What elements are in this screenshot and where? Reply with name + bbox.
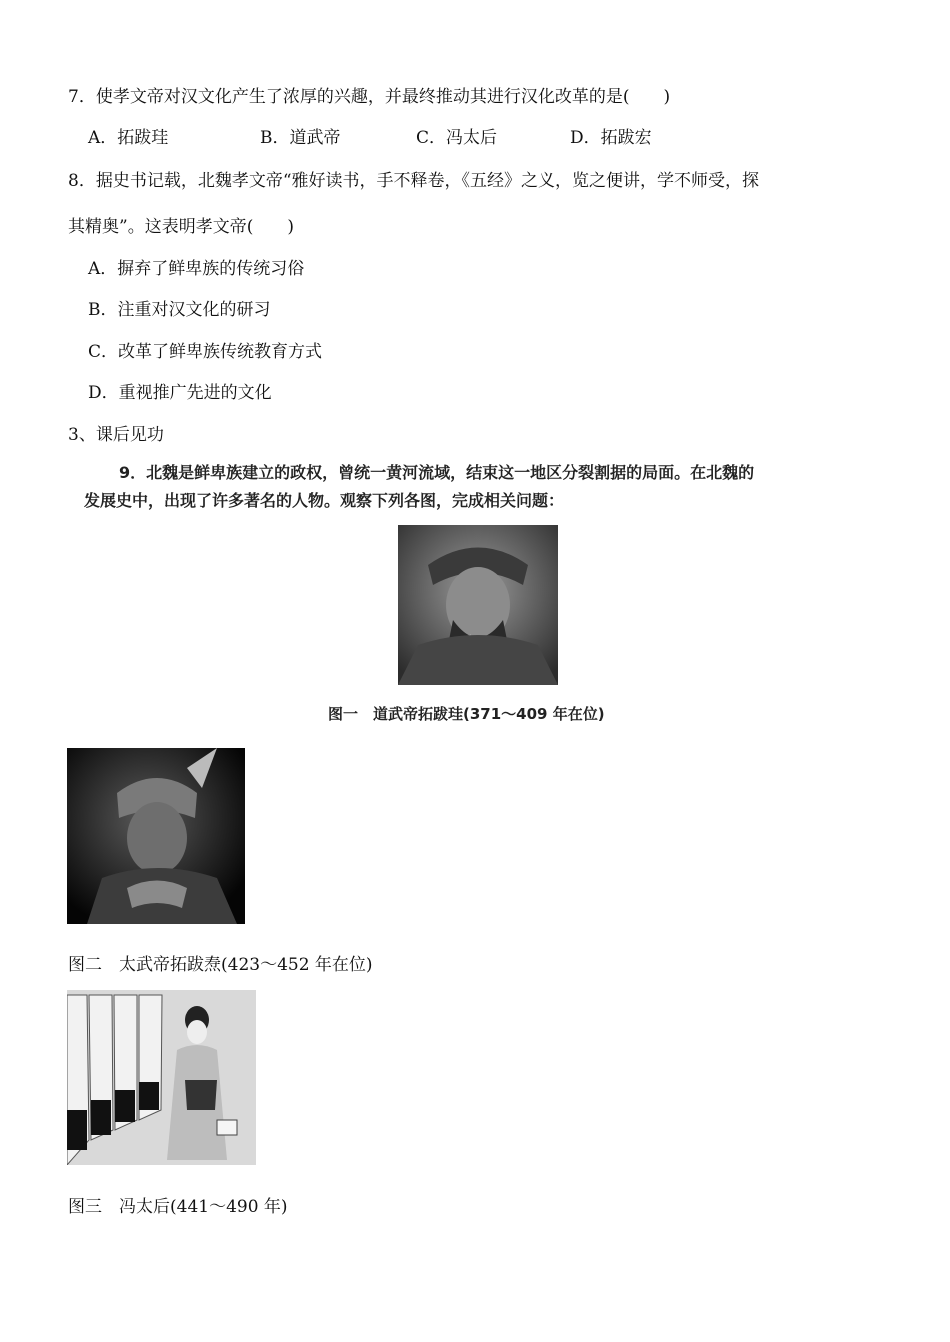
question-8-stem-line2: 其精奥”。这表明孝文帝( ) (68, 217, 294, 237)
figure-3-caption: 图三 冯太后(441～490 年) (68, 1197, 288, 1217)
q7-option-a: A．拓跋珪 (88, 128, 169, 148)
q7-option-b: B．道武帝 (260, 128, 341, 148)
question-8-stem-line1: 8．据史书记载，北魏孝文帝“雅好读书，手不释卷，《五经》之义，览之便讲，学不师受，探 (68, 171, 760, 191)
section-3-title: 3、课后见功 (68, 425, 164, 445)
question-7-stem: 7．使孝文帝对汉文化产生了浓厚的兴趣，并最终推动其进行汉化改革的是( ) (68, 87, 671, 107)
q8-option-c: C．改革了鲜卑族传统教育方式 (88, 342, 323, 362)
question-9-line2: 发展史中，出现了许多著名的人物。观察下列各图，完成相关问题： (84, 491, 565, 510)
figure-1-portrait-image (398, 525, 558, 685)
figure-2-caption: 图二 太武帝拓跋焘(423～452 年在位) (68, 955, 373, 975)
figure-2-portrait-image (67, 748, 245, 924)
figure-1-caption: 图一 道武帝拓跋珪(371～409 年在位) (328, 705, 605, 723)
question-7-options (88, 127, 652, 149)
q8-option-a: A．摒弃了鲜卑族的传统习俗 (88, 259, 305, 279)
figure-3-painting-image (67, 990, 256, 1165)
q8-option-d: D．重视推广先进的文化 (88, 383, 272, 403)
q7-option-d: D．拓跋宏 (570, 128, 652, 148)
q8-option-b: B．注重对汉文化的研习 (88, 300, 271, 320)
question-9-line1: 9．北魏是鲜卑族建立的政权，曾统一黄河流域，结束这一地区分裂割据的局面。在北魏的 (119, 463, 755, 482)
q7-option-c: C．冯太后 (416, 128, 498, 148)
